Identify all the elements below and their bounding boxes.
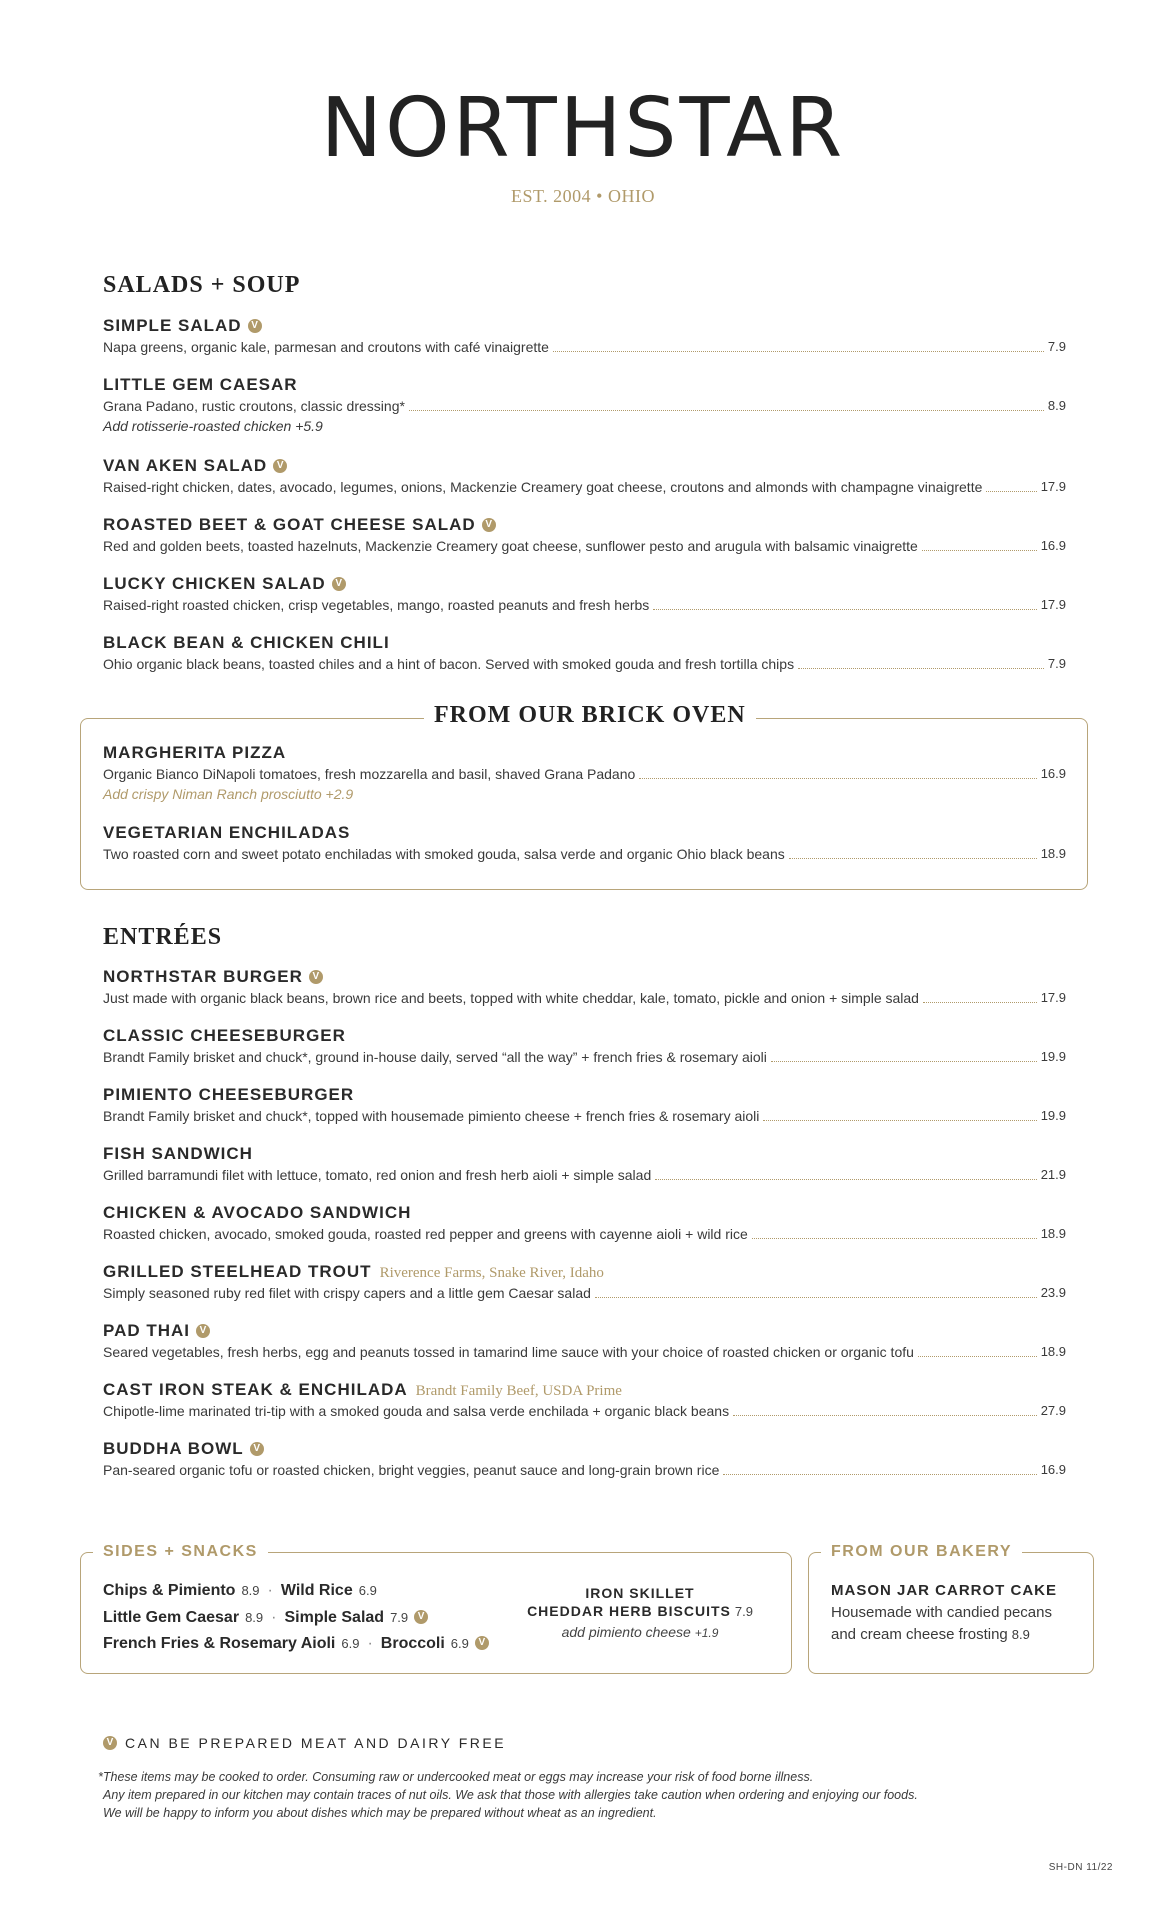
item-origin: Riverence Farms, Snake River, Idaho [379, 1265, 604, 1281]
leader-dots [653, 609, 1036, 610]
menu-item [103, 966, 1066, 1008]
side-name: Simple Salad [284, 1609, 385, 1626]
item-name: MARGHERITA PIZZA [103, 743, 287, 762]
vegan-icon: V [332, 577, 346, 591]
side-price: 6.9 [450, 1636, 469, 1651]
item-description: Red and golden beets, toasted hazelnuts, Mackenzie Creamery goat cheese, sunflower pesto and arugula with balsamic vinaigrette [103, 538, 918, 554]
legend-text: CAN BE PREPARED MEAT AND DAIRY FREE [125, 1735, 507, 1751]
leader-dots [595, 1297, 1037, 1298]
side-name: Chips & Pimiento [103, 1582, 236, 1599]
leader-dots [918, 1356, 1037, 1357]
leader-dots [733, 1415, 1037, 1416]
side-price: 8.9 [241, 1583, 260, 1598]
item-price: 19.9 [1040, 1108, 1066, 1123]
item-price: 27.9 [1040, 1403, 1066, 1418]
separator: · [367, 1635, 373, 1652]
established-tagline: EST. 2004 • OHIO [511, 186, 655, 206]
leader-dots [752, 1238, 1037, 1239]
vegan-icon: V [475, 1636, 489, 1650]
bakery-item [831, 1580, 1071, 1646]
item-name: CHICKEN & AVOCADO SANDWICH [103, 1203, 412, 1222]
item-description: Pan-seared organic tofu or roasted chicken, bright veggies, peanut sauce and long-grain brown rice [103, 1462, 720, 1478]
item-description: Brandt Family brisket and chuck*, topped with housemade pimiento cheese + french fries & rosemary aioli [103, 1108, 760, 1124]
item-price: 7.9 [1047, 339, 1066, 354]
vegan-icon: V [248, 319, 262, 333]
item-name: VAN AKEN SALAD [103, 456, 268, 475]
menu-item [103, 742, 1066, 804]
biscuit-addon-price: +1.9 [694, 1626, 719, 1640]
vegan-icon: V [309, 970, 323, 984]
leader-dots [553, 351, 1044, 352]
footnote-line: Any item prepared in our kitchen may contain traces of nut oils. We ask that those with allergies take caution when ordering and enjoying our foods. [103, 1788, 918, 1802]
biscuit-price: 7.9 [734, 1604, 753, 1619]
menu-item [103, 1438, 1066, 1480]
item-name: CLASSIC CHEESEBURGER [103, 1026, 346, 1045]
item-name: LITTLE GEM CAESAR [103, 375, 298, 394]
item-name: PAD THAI [103, 1321, 191, 1340]
item-name: VEGETARIAN ENCHILADAS [103, 823, 351, 842]
leader-dots [771, 1061, 1037, 1062]
menu-item [103, 573, 1066, 615]
bakery-item-name: MASON JAR CARROT CAKE [831, 1582, 1058, 1599]
item-description: Raised-right chicken, dates, avocado, legumes, onions, Mackenzie Creamery goat cheese, croutons and almonds with champagne vinaigrette [103, 479, 983, 495]
sides-row [103, 1579, 377, 1603]
side-name: Broccoli [380, 1635, 445, 1652]
leader-dots [763, 1120, 1036, 1121]
vegan-legend [103, 1735, 506, 1751]
item-description: Two roasted corn and sweet potato enchiladas with smoked gouda, salsa verde and organic Ohio black beans [103, 846, 785, 862]
leader-dots [923, 1002, 1037, 1003]
sides-row [103, 1606, 428, 1630]
leader-dots [789, 858, 1037, 859]
restaurant-logo: NORTHSTAR [320, 81, 846, 176]
item-name: PIMIENTO CHEESEBURGER [103, 1085, 355, 1104]
item-price: 16.9 [1040, 538, 1066, 553]
item-origin: Brandt Family Beef, USDA Prime [415, 1383, 622, 1399]
menu-item [103, 1320, 1066, 1362]
item-description: Roasted chicken, avocado, smoked gouda, roasted red pepper and greens with cayenne aioli + wild rice [103, 1226, 748, 1242]
item-price: 19.9 [1040, 1049, 1066, 1064]
menu-item [103, 1379, 1066, 1421]
separator: · [267, 1582, 273, 1599]
menu-item [103, 315, 1066, 357]
menu-item [103, 1143, 1066, 1185]
side-price: 7.9 [390, 1610, 409, 1625]
leader-dots [409, 410, 1044, 411]
item-description: Grana Padano, rustic croutons, classic dressing* [103, 398, 405, 414]
item-name: SIMPLE SALAD [103, 316, 242, 335]
item-description: Chipotle-lime marinated tri-tip with a smoked gouda and salsa verde enchilada + organic black beans [103, 1403, 730, 1419]
item-price: 21.9 [1040, 1167, 1066, 1182]
item-price: 17.9 [1040, 990, 1066, 1005]
section-title-entrees: ENTRÉES [103, 924, 223, 950]
item-price: 16.9 [1040, 766, 1066, 781]
biscuit-title-line2: CHEDDAR HERB BISCUITS [527, 1603, 731, 1619]
item-price: 17.9 [1040, 597, 1066, 612]
leader-dots [986, 491, 1036, 492]
item-description: Raised-right roasted chicken, crisp vegetables, mango, roasted peanuts and fresh herbs [103, 597, 650, 613]
section-title-sides: SIDES + SNACKS [93, 1541, 268, 1563]
side-price: 6.9 [341, 1636, 360, 1651]
item-name: GRILLED STEELHEAD TROUT [103, 1262, 372, 1281]
item-name: LUCKY CHICKEN SALAD [103, 574, 326, 593]
item-name: BUDDHA BOWL [103, 1439, 244, 1458]
bakery-item-price: 8.9 [1011, 1627, 1030, 1642]
footnote-line: *These items may be cooked to order. Consuming raw or undercooked meat or eggs may increase your risk of food borne illness. [98, 1770, 814, 1784]
menu-item [103, 514, 1066, 556]
leader-dots [655, 1179, 1036, 1180]
footnotes [98, 1768, 918, 1822]
biscuit-title-line1: IRON SKILLET [585, 1585, 695, 1601]
section-title-salads: SALADS + SOUP [103, 272, 301, 298]
section-title-bakery: FROM OUR BAKERY [821, 1541, 1022, 1563]
vegan-icon: V [273, 459, 287, 473]
item-price: 23.9 [1040, 1285, 1066, 1300]
item-price: 18.9 [1040, 846, 1066, 861]
side-name: French Fries & Rosemary Aioli [103, 1635, 336, 1652]
leader-dots [723, 1474, 1036, 1475]
item-price: 17.9 [1040, 479, 1066, 494]
item-price: 8.9 [1047, 398, 1066, 413]
item-price: 7.9 [1047, 656, 1066, 671]
menu-item [103, 822, 1066, 864]
item-description: Grilled barramundi filet with lettuce, tomato, red onion and fresh herb aioli + simple salad [103, 1167, 652, 1183]
menu-item [103, 1084, 1066, 1126]
bakery-item-description: Housemade with candied pecans [831, 1604, 1052, 1621]
item-description: Napa greens, organic kale, parmesan and croutons with café vinaigrette [103, 339, 549, 355]
menu-item [103, 374, 1066, 436]
item-name: BLACK BEAN & CHICKEN CHILI [103, 633, 390, 652]
item-name: CAST IRON STEAK & ENCHILADA [103, 1380, 408, 1399]
item-description: Ohio organic black beans, toasted chiles and a hint of bacon. Served with smoked gouda and fresh tortilla chips [103, 656, 795, 672]
item-description: Just made with organic black beans, brown rice and beets, topped with white cheddar, kale, tomato, pickle and onion + simple salad [103, 990, 919, 1006]
side-name: Wild Rice [280, 1582, 353, 1599]
menu-item [103, 455, 1066, 497]
item-name: NORTHSTAR BURGER [103, 967, 303, 986]
vegan-icon: V [482, 518, 496, 532]
item-name: ROASTED BEET & GOAT CHEESE SALAD [103, 515, 476, 534]
item-addon: Add crispy Niman Ranch prosciutto +2.9 [103, 786, 354, 802]
menu-item [103, 1202, 1066, 1244]
biscuit-addon: add pimiento cheese [561, 1624, 691, 1640]
menu-item [103, 632, 1066, 674]
side-price: 6.9 [358, 1583, 377, 1598]
item-description: Seared vegetables, fresh herbs, egg and peanuts tossed in tamarind lime sauce with your choice of roasted chicken or organic tofu [103, 1344, 914, 1360]
menu-item [103, 1261, 1066, 1303]
side-price: 8.9 [245, 1610, 264, 1625]
sides-row [103, 1632, 489, 1656]
leader-dots [922, 550, 1037, 551]
item-description: Simply seasoned ruby red filet with crispy capers and a little gem Caesar salad [103, 1285, 591, 1301]
item-price: 18.9 [1040, 1344, 1066, 1359]
menu-code: SH-DN 11/22 [1048, 1862, 1113, 1873]
item-price: 18.9 [1040, 1226, 1066, 1241]
bakery-item-description: and cream cheese frosting [831, 1626, 1008, 1643]
vegan-icon: V [250, 1442, 264, 1456]
separator: · [271, 1609, 277, 1626]
item-description: Brandt Family brisket and chuck*, ground in-house daily, served “all the way” + french fries & rosemary aioli [103, 1049, 767, 1065]
section-title-brick-oven: FROM OUR BRICK OVEN [424, 704, 756, 726]
leader-dots [798, 668, 1044, 669]
item-addon: Add rotisserie-roasted chicken +5.9 [103, 418, 323, 434]
item-price: 16.9 [1040, 1462, 1066, 1477]
menu-item [103, 1025, 1066, 1067]
biscuit-special [520, 1584, 760, 1644]
item-name: FISH SANDWICH [103, 1144, 253, 1163]
footnote-line: We will be happy to inform you about dishes which may be prepared without wheat as an ingredient. [103, 1806, 657, 1820]
leader-dots [639, 778, 1036, 779]
item-description: Organic Bianco DiNapoli tomatoes, fresh mozzarella and basil, shaved Grana Padano [103, 766, 636, 782]
vegan-icon: V [414, 1610, 428, 1624]
vegan-icon: V [196, 1324, 210, 1338]
side-name: Little Gem Caesar [103, 1609, 240, 1626]
vegan-icon: V [103, 1736, 117, 1750]
